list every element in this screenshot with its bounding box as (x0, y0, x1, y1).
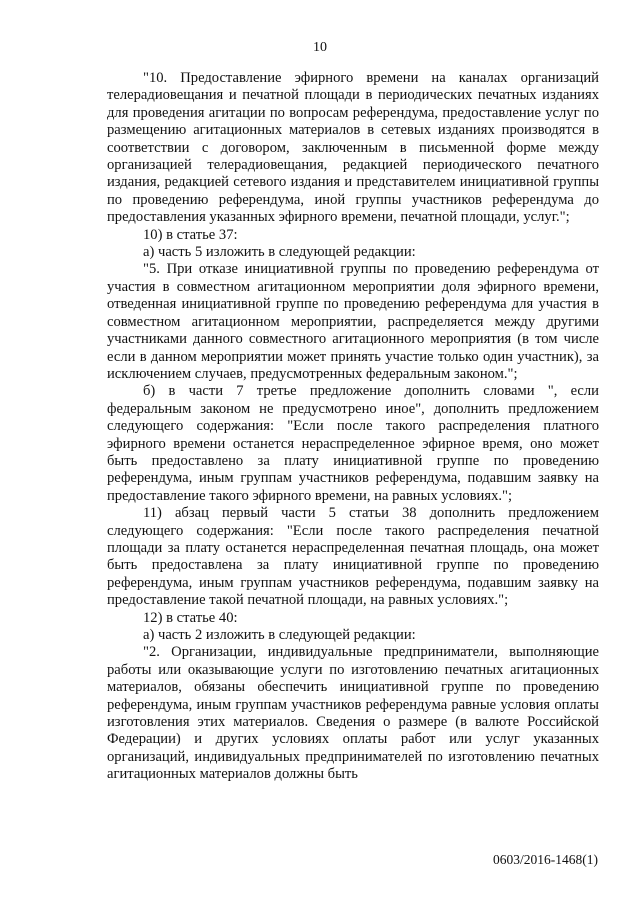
paragraph: 12) в статье 40: (143, 609, 238, 626)
paragraph: 11) абзац первый части 5 статьи 38 дополнить предложением следующего содержания: "Если после такого распределения печатной площади за плату останется нераспределенная печатная площадь, она может быть предоставлена за плату инициативной группе по проведению референдума, иным группам участников референдума, подавшим заявку на предоставление такой печатной площади, на равных условиях."; (107, 505, 599, 609)
paragraph: 10) в статье 37: (143, 226, 238, 243)
paragraph: а) часть 5 изложить в следующей редакции: (143, 244, 416, 261)
document-code: 0603/2016-1468(1) (493, 852, 598, 867)
paragraph: "5. При отказе инициативной группы по проведению референдума от участия в совместном агитационном мероприятии доля эфирного времени, отведенная инициативной группе по проведению референдума для участия в совместном агитационном мероприятии, распределяется между другими участниками данного совместного агитационного мероприятия (в том числе если в данном мероприятии может принять участие только один участник), за исключением случаев, предусмотренных федеральным законом."; (107, 261, 599, 382)
page-number: 10 (313, 40, 327, 55)
paragraph: "10. Предоставление эфирного времени на каналах организаций телерадиовещания и печатной площади в периодических печатных изданиях для проведения агитации по вопросам референдума, предоставление услуг по размещению агитационных материалов в сетевых изданиях производятся в соответствии с договором, заключенным в письменной форме между организацией телерадиовещания, редакцией периодического печатного издания, редакцией сетевого издания и представителем инициативной группы по проведению референдума, иной группы участников референдума до предоставления указанных эфирного времени, печатной площади, услуг."; (107, 70, 599, 226)
paragraph: "2. Организации, индивидуальные предприниматели, выполняющие работы или оказывающие услуги по изготовлению печатных агитационных материалов, обязаны обеспечить инициативной группе по проведению референдума, иным группам участников референдума равные условия оплаты изготовления этих материалов. Сведения о размере (в валюте Российской Федерации) и других условиях оплаты работ или услуг указанных организаций, индивидуальных предпринимателей по изготовлению печатных агитационных материалов должны быть (107, 644, 599, 783)
paragraph: б) в части 7 третье предложение дополнить словами ", если федеральным законом не предусмотрено иное", дополнить предложением следующего содержания: "Если после такого распределения платного эфирного времени останется нераспределенное эфирное время, оно может быть предоставлено за плату инициативной группе по проведению референдума, иным группам участников референдума, подавшим заявку на предоставление такого эфирного времени, на равных условиях."; (107, 383, 599, 504)
document-body (107, 70, 599, 784)
paragraph: а) часть 2 изложить в следующей редакции: (143, 627, 416, 643)
